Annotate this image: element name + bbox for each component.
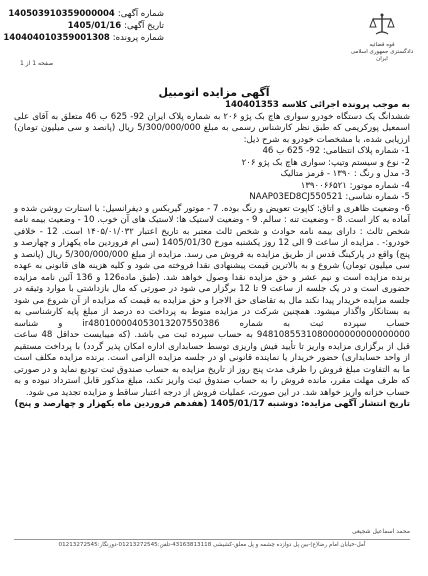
spec-item: 1- شماره پلاک انتظامی: 92- 625 ب 46 bbox=[262, 146, 410, 156]
spec-item: 2- نوع و سیستم وتیپ: سواری هاچ بک پژو ۲۰۶ bbox=[241, 157, 410, 168]
paragraph: 6- وضعیت ظاهری و اتاق: کاپوت تعویض و رنگ بوده. 7 - موتور گیربکس و دیفرانسیل: با استارت روشن شده و آماده به کار است. 8 - وضعیت تنه : سالم. 9 - وضعیت لاستیک ها: لاستیک های آن خوب. 10 - وضعیت بیمه نامه شخص ثالث : دارای بیمه نامه حوادث و شخص ثالث معتبر به تاریخ اعتبار ۱۴۰۵/۰۱/۰۳۲ است. 12 - خلافی خودرو:- . مزایده از ساعت 9 الی 12 روز یکشنبه مورخ 1405/01/30 (سی ام فروردین ماه یکهزار و چهارصد و پنج) واقع در پارکینگ قدس از طریق مزایده به فروش می رسد. مزایده از مبلغ 5/300/000/000 ریال (پانصد و سی میلیون تومان) شروع و به بالاترین قیمت پیشنهادی نقدا فروخته می شود و کلیه هزینه های قانونی به عهده برنده مزایده است و نیم عشر و حق مزایده نقدا وصول خواهد شد. (طبق ماده126 و 136 آئین نامه مزایده حضوری است و در یک جلسه از ساعت 9 تا 12 برگزار می شود در صورتی که مال بازداشتی با موارد وثیقه در جلسه مزایده خریدار پیدا نکند مال به تقاضای حق الاجرا و حق مزایده به قیمت که مزایده از آن شروع می شود به بستانکار واگذار میشود. همچنین شرکت در مزایده منوط به پرداخت ده درصد از مبلغ پایه کارشناسی به حساب سپرده ثبت به شماره ir480100004053013207550386 و شناسه 9481085531080000000000000000 به حساب سپرده ثبت می باشد. (که میبایست حداقل 48 ساعت قبل از برگزاری مزایده واریز تا تأیید فیش واریزی توسط حسابداری اداره امکان پذیر گردد) با پرداخت مستقیم از واحد حسابداری) حضور خریدار یا نماینده قانونی او در جلسه مزایده الزامی است. برنده مزایده مکلف است ما به التفاوت مبلغ فروش را ظرف مدت پنج روز از تاریخ مزایده به حساب صندوق ثبت تودیع نماید و در صورتی که ظرف مهلت مقرر، مانده فروش را به حساب صندوق ثبت واریز نکند، مبلغ مذکور قابل استرداد نبوده و به حساب خزانه واریز خواهد شد. در این صورت، عملیات فروش از درجه اعتبار ساقط و مزایده تجدید می شود. bbox=[14, 203, 411, 398]
meta-label: شماره آگهی: bbox=[117, 9, 164, 19]
meta-value: 140503910359000004 bbox=[8, 9, 115, 19]
signer-name: محمد اسماعیل شجیعی bbox=[351, 528, 410, 535]
judiciary-header bbox=[348, 12, 416, 63]
spec-item: 5- شماره شاسی: NAAP03ED8CJ550521 bbox=[249, 192, 410, 202]
meta-notice-number bbox=[8, 8, 164, 20]
judiciary-emblem-icon bbox=[367, 12, 397, 38]
org-name: قوه قضائیه bbox=[369, 42, 395, 48]
notice-footer bbox=[14, 528, 410, 548]
file-line: به موجب پرونده اجرائی کلاسه 140401353 bbox=[225, 100, 410, 110]
spec-item: 4- شماره موتور: ۱۳۹۰۰۶۶۵۲۱ bbox=[300, 180, 410, 191]
meta-label: تاریخ آگهی: bbox=[124, 21, 164, 31]
meta-label: شماره پرونده: bbox=[112, 33, 164, 43]
org-subname: دادگستری جمهوری اسلامی ایران bbox=[350, 49, 414, 62]
paragraph: ششدانگ یک دستگاه خودرو سواری هاچ بک پژو ۲۰۶ به شماره پلاک ایران 92- 625 ب 46 متعلق به آقای علی اسمعیل پورکریمی که طبق نظر کارشناس رسمی به مبلغ 5/300/000/000 ریال (پانصد و سی میلیون تومان) ارزیابی شده، با مشخصات خودرو به شرح ذیل: bbox=[14, 111, 411, 145]
office-address: آمل-خیابان امام رضا(ع)-بین پل دوازده چشمه و پل معلق-کشیشی 43163813118-تلفن:01213272545-دورنگار:01213272545 bbox=[58, 542, 366, 548]
notice-meta bbox=[3, 8, 164, 44]
meta-value: 1405/01/16 bbox=[67, 21, 122, 31]
meta-notice-date bbox=[14, 20, 164, 32]
notice-title: آگهی مزایده اتومبیل bbox=[158, 86, 270, 99]
spec-item: 3- مدل و رنگ : ۱۳۹۰ - قرمز متالیک bbox=[280, 169, 410, 179]
page-number: صفحه 1 از 1 bbox=[20, 60, 54, 67]
footer-divider bbox=[14, 539, 410, 540]
publication-date: تاریخ انتشار آگهی مزایده: دوشنبه 1405/01/17 (هفدهم فروردین ماه یکهزار و چهارصد و پنج) bbox=[14, 399, 410, 409]
meta-value: 140404010359001308 bbox=[3, 33, 110, 43]
notice-body bbox=[14, 100, 410, 411]
meta-file-number bbox=[3, 32, 164, 44]
